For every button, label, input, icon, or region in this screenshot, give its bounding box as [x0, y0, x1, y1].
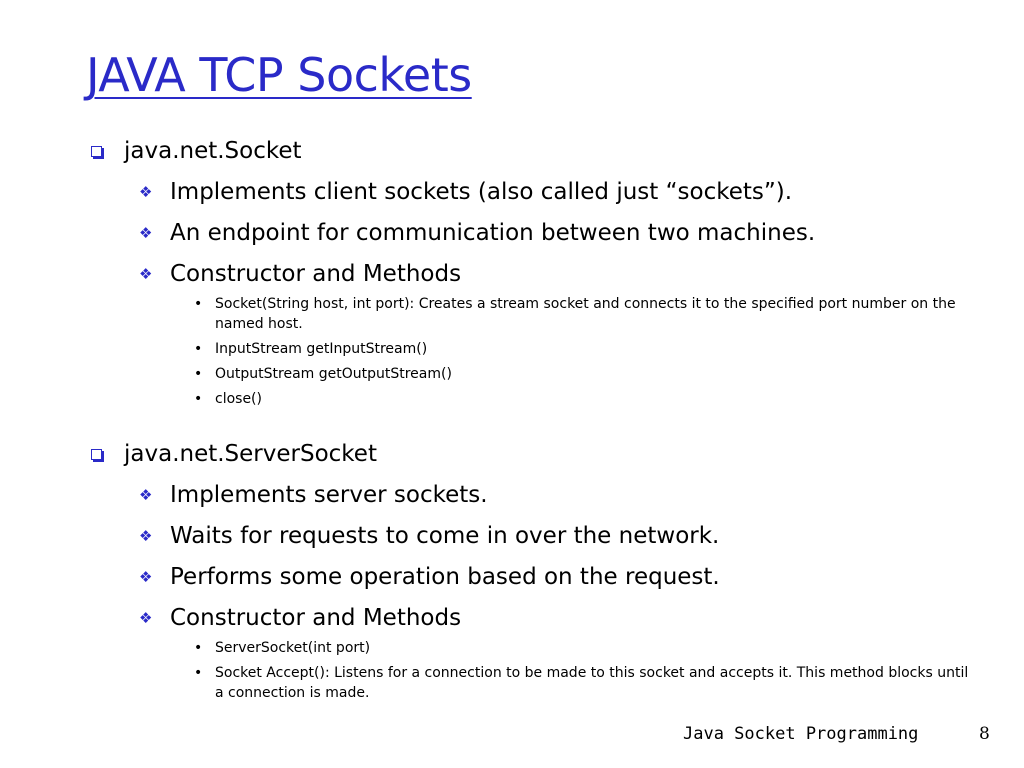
point-item: Performs some operation based on the request. — [170, 564, 720, 590]
section-heading: java.net.Socket — [124, 138, 302, 164]
hollow-square-icon — [91, 146, 102, 157]
method-item: OutputStream getOutputStream() — [215, 366, 452, 382]
dot-icon: • — [194, 366, 203, 382]
dot-icon: • — [194, 391, 203, 407]
page-number: 8 — [979, 724, 990, 744]
point-item: Implements server sockets. — [170, 482, 488, 508]
diamond-icon: ❖ — [139, 527, 153, 545]
slide-title: JAVA TCP Sockets — [86, 48, 472, 102]
dot-icon: • — [194, 640, 203, 656]
section-heading: java.net.ServerSocket — [124, 441, 377, 467]
diamond-icon: ❖ — [139, 486, 153, 504]
method-item: Socket(String host, int port): Creates a stream socket and connects it to the specified port number on the named host. — [215, 296, 956, 332]
method-item: ServerSocket(int port) — [215, 640, 371, 656]
point-item: Constructor and Methods — [170, 261, 462, 287]
diamond-icon: ❖ — [139, 265, 153, 283]
method-item: Socket Accept(): Listens for a connection to be made to this socket and accepts it. This method blocks until a connection is made. — [215, 665, 969, 701]
dot-icon: • — [194, 665, 203, 681]
point-item: Constructor and Methods — [170, 605, 462, 631]
diamond-icon: ❖ — [139, 183, 153, 201]
diamond-icon: ❖ — [139, 568, 153, 586]
method-item: InputStream getInputStream() — [215, 341, 428, 357]
point-item: Waits for requests to come in over the network. — [170, 523, 720, 549]
dot-icon: • — [194, 341, 203, 357]
diamond-icon: ❖ — [139, 224, 153, 242]
point-item: An endpoint for communication between two machines. — [170, 220, 816, 246]
footer-text: Java Socket Programming — [683, 724, 919, 744]
dot-icon: • — [194, 296, 203, 312]
diamond-icon: ❖ — [139, 609, 153, 627]
point-item: Implements client sockets (also called just “sockets”). — [170, 179, 793, 205]
method-item: close() — [215, 391, 262, 407]
hollow-square-icon — [91, 449, 102, 460]
